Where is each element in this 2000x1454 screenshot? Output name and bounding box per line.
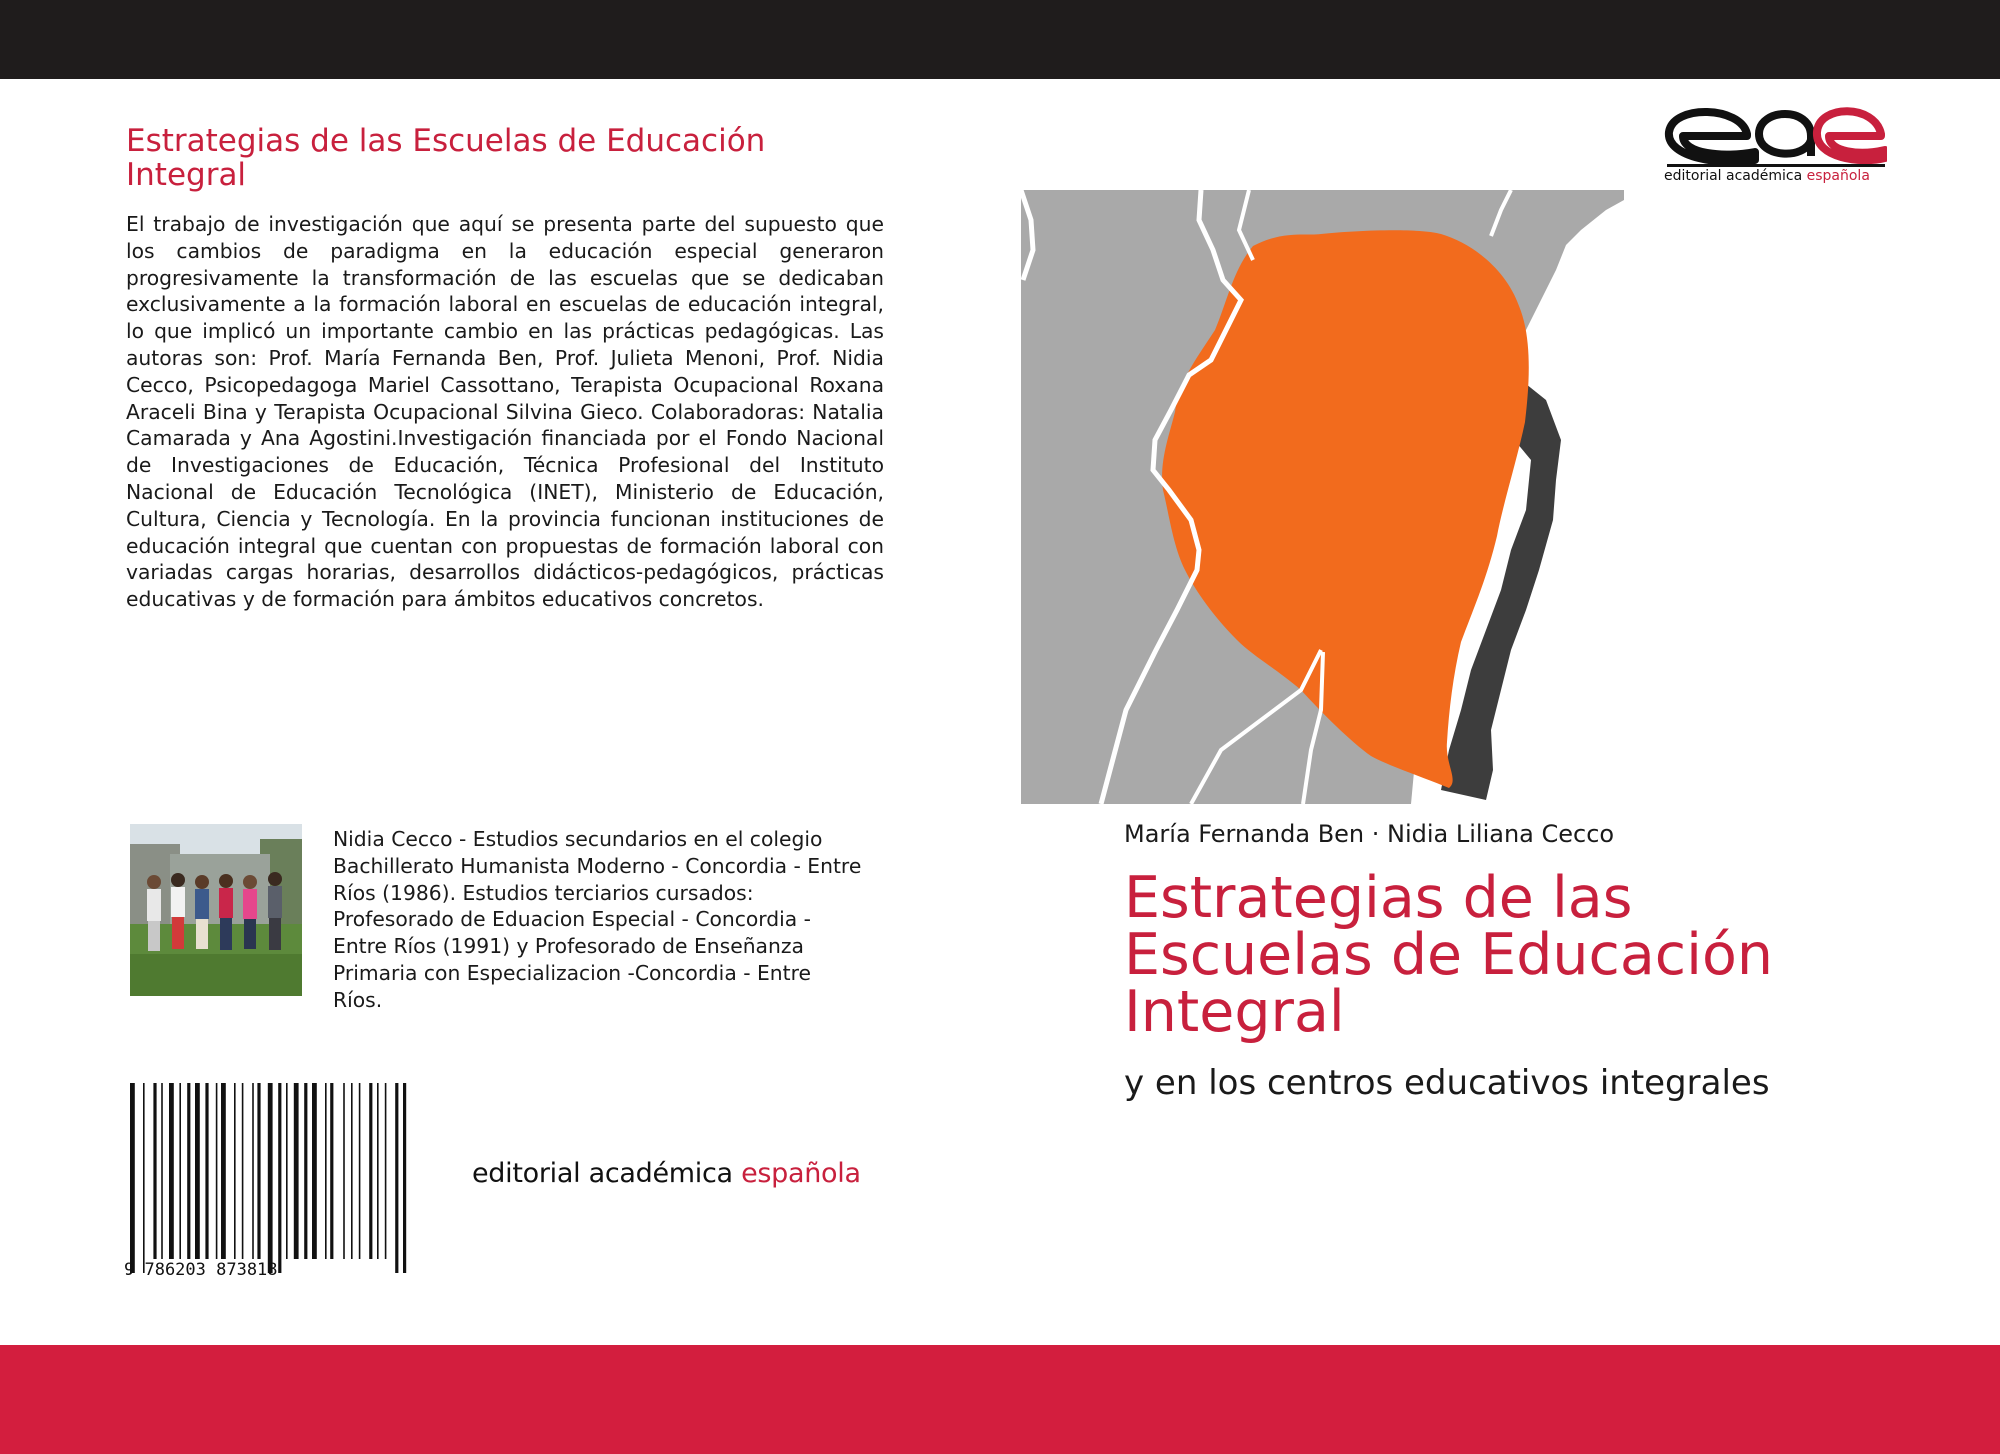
author-biography: Nidia Cecco - Estudios secundarios en el colegio Bachillerato Humanista Moderno - Concordia - Entre Ríos (1986). Estudios terciarios cursados: Profesorado de Eduacion Especial - Concordia - Entre Ríos (1991) y Profesorado de Enseñanza Primaria con Especializacion -Concordia - Entre Ríos. bbox=[333, 827, 862, 1012]
author-group-photo bbox=[130, 824, 302, 996]
front-cover-subtitle: y en los centros educativos integrales bbox=[1124, 1063, 1770, 1103]
eae-logo-text-accent: española bbox=[1806, 168, 1870, 184]
eae-logo-text-main: editorial académica bbox=[1664, 168, 1807, 184]
back-cover-title: Estrategias de las Escuelas de Educación Integral bbox=[126, 123, 766, 193]
front-cover-title: Estrategias de las Escuelas de Educación Integral bbox=[1124, 865, 1773, 1045]
back-cover-blurb: El trabajo de investigación que aquí se presenta parte del supuesto que los cambios de paradigma en la educación especial generaron progresivamente la transformación de las escuelas que se dedicaban exclusivamente a la formación laboral en escuelas de educación integral, lo que implicó un importante cambio en las prácticas pedagógicas. Las autoras son: Prof. María Fernanda Ben, Prof. Julieta Menoni, Prof. Nidia Cecco, Psicopedagoga Mariel Cassottano, Terapista Ocupacional Roxana Araceli Bina y Terapista Ocupacional Silvina Gieco. Colaboradoras: Natalia Camarada y Ana Agostini.Investigación financiada por el Fondo Nacional de Investigaciones de Educación, Técnica Profesional del Instituto Nacional de Educación Tecnológica (INET), Ministerio de Educación, Cultura, Ciencia y Tecnología. En la provincia funcionan instituciones de educación integral que cuentan con propuestas de formación laboral con variadas cargas horarias, desarrollos didácticos-pedagógicos, prácticas educativas y de formación para ámbitos educativos concretos. bbox=[126, 212, 884, 612]
back-imprint-accent: española bbox=[741, 1158, 861, 1189]
back-imprint-label bbox=[472, 1158, 861, 1189]
bottom-band bbox=[0, 1345, 2000, 1454]
entre-rios-province-map bbox=[1021, 190, 1624, 804]
top-band bbox=[0, 0, 2000, 79]
front-cover-authors: María Fernanda Ben · Nidia Liliana Cecco bbox=[1124, 820, 1615, 848]
isbn-digits: 9 786203 873818 bbox=[124, 1260, 278, 1280]
eae-logo-text bbox=[1664, 168, 1870, 184]
isbn-barcode bbox=[126, 1083, 456, 1283]
back-imprint-main: editorial académica bbox=[472, 1158, 742, 1189]
